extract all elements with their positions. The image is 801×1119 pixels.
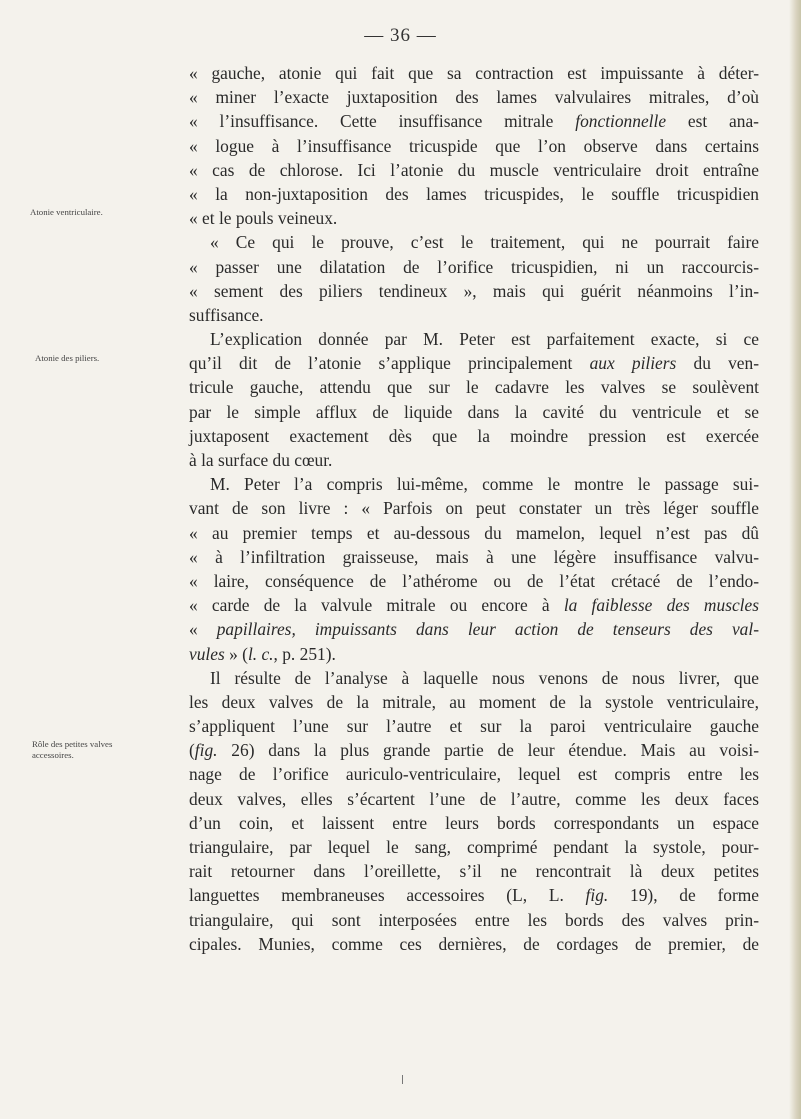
text-line: rait retourner dans l’oreillette, s’il ne rencontrait là deux petites: [189, 861, 759, 882]
margin-note-role-petites-valves: Rôle des petites valves accessoires.: [32, 739, 113, 760]
text-segment: «: [189, 619, 198, 640]
text-line: triangulaire, qui sont interposées entre les bords des valves prin-: [189, 909, 759, 930]
body-text: [189, 61, 759, 956]
text-line: nage de l’orifice auriculo-ventriculaire, lequel est compris entre les: [189, 764, 759, 785]
text-segment: , p. 251).: [273, 643, 336, 664]
italic-term: vules: [189, 643, 225, 664]
text-line: M. Peter l’a compris lui-même, comme le montre le passage sui-: [210, 474, 759, 495]
text-line: « logue à l’insuffisance tricuspide que l’on observe dans certains: [189, 135, 759, 156]
text-segment: 19), de forme: [630, 885, 759, 906]
text-line: cipales. Munies, comme ces dernières, de cordages de premier, de: [189, 933, 759, 954]
page-number: — 36 —: [364, 25, 437, 46]
text-line: « gauche, atonie qui fait que sa contraction est impuissante à déter-: [189, 63, 759, 83]
text-line: Il résulte de l’analyse à laquelle nous venons de nous livrer, que: [210, 667, 759, 688]
text-line: « la non-juxtaposition des lames tricuspides, le souffle tricuspidien: [189, 183, 759, 204]
text-line: « à l’infiltration graisseuse, mais à une légère insuffisance valvu-: [189, 546, 759, 567]
text-segment: est ana-: [687, 111, 759, 132]
text-line: d’un coin, et laissent entre leurs bords correspondants un espace: [189, 812, 759, 833]
text-segment: du ven-: [693, 353, 759, 374]
text-line: [189, 109, 759, 133]
text-line: [189, 617, 759, 641]
text-segment: « carde de la valvule mitrale ou encore à: [189, 595, 550, 616]
text-line: « sement des piliers tendineux », mais qui guérit néanmoins l’in-: [189, 280, 759, 301]
margin-note-atonie-des-piliers: Atonie des piliers.: [35, 353, 100, 363]
text-line: tricule gauche, attendu que sur le cadavre les valves se soulèvent: [189, 377, 759, 398]
text-line: [189, 738, 759, 762]
italic-term: aux piliers: [589, 353, 677, 374]
text-line: « Ce qui le prouve, c’est le traitement, qui ne pourrait faire: [210, 232, 759, 253]
text-line: suffisance.: [189, 304, 264, 325]
text-line: triangulaire, par lequel le sang, comprimé pendant la systole, pour-: [189, 837, 759, 857]
text-line: [189, 642, 759, 666]
page-edge-shadow: [789, 0, 801, 1119]
text-line: à la surface du cœur.: [189, 450, 333, 470]
text-line: L’explication donnée par M. Peter est parfaitement exacte, si ce: [210, 329, 759, 350]
text-segment: qu’il dit de l’atonie s’applique principalement: [189, 353, 573, 374]
text-line: « miner l’exacte juxtaposition des lames valvulaires mitrales, d’où: [189, 87, 759, 108]
margin-note-atonie-ventriculaire: Atonie ventriculaire.: [30, 207, 103, 217]
text-segment: 26) dans la plus grande partie de leur étendue. Mais au voisi-: [231, 740, 759, 761]
text-segment: (: [189, 740, 195, 761]
text-segment: languettes membraneuses accessoires (L, L.: [189, 885, 564, 906]
text-line: les deux valves de la mitrale, au moment de la systole ventriculaire,: [189, 691, 759, 712]
text-line: « laire, conséquence de l’athérome ou de l’état crétacé de l’endo-: [189, 570, 759, 591]
text-line: « passer une dilatation de l’orifice tricuspidien, ni un raccourcis-: [189, 256, 759, 277]
text-line: « et le pouls veineux.: [189, 208, 338, 229]
text-line: « cas de chlorose. Ici l’atonie du muscle ventriculaire droit entraîne: [189, 159, 759, 180]
text-line: juxtaposent exactement dès que la moindre pression est exercée: [189, 425, 759, 446]
text-line: par le simple afflux de liquide dans la cavité du ventricule et se: [189, 401, 759, 422]
italic-term: l. c.: [247, 643, 274, 664]
text-line: vant de son livre : « Parfois on peut constater un très léger souffle: [189, 498, 759, 519]
italic-term: papillaires, impuissants dans leur action de tenseurs des val-: [216, 619, 759, 640]
italic-term: la faiblesse des muscles: [563, 595, 759, 616]
printer-mark: [402, 1075, 403, 1084]
text-segment: « l’insuffisance. Cette insuffisance mitrale: [189, 111, 554, 132]
text-line: [189, 593, 759, 617]
text-line: s’appliquent l’une sur l’autre et sur la paroi ventriculaire gauche: [189, 716, 759, 737]
italic-term: fig.: [585, 885, 609, 906]
italic-term: fonctionnelle: [575, 111, 667, 132]
text-line: deux valves, elles s’écartent l’une de l’autre, comme les deux faces: [189, 788, 759, 809]
italic-term: fig.: [194, 740, 218, 761]
text-line: [189, 883, 759, 907]
text-line: « au premier temps et au-dessous du mamelon, lequel n’est pas dû: [189, 522, 759, 543]
text-line: [189, 351, 759, 375]
text-segment: » (: [229, 643, 248, 664]
